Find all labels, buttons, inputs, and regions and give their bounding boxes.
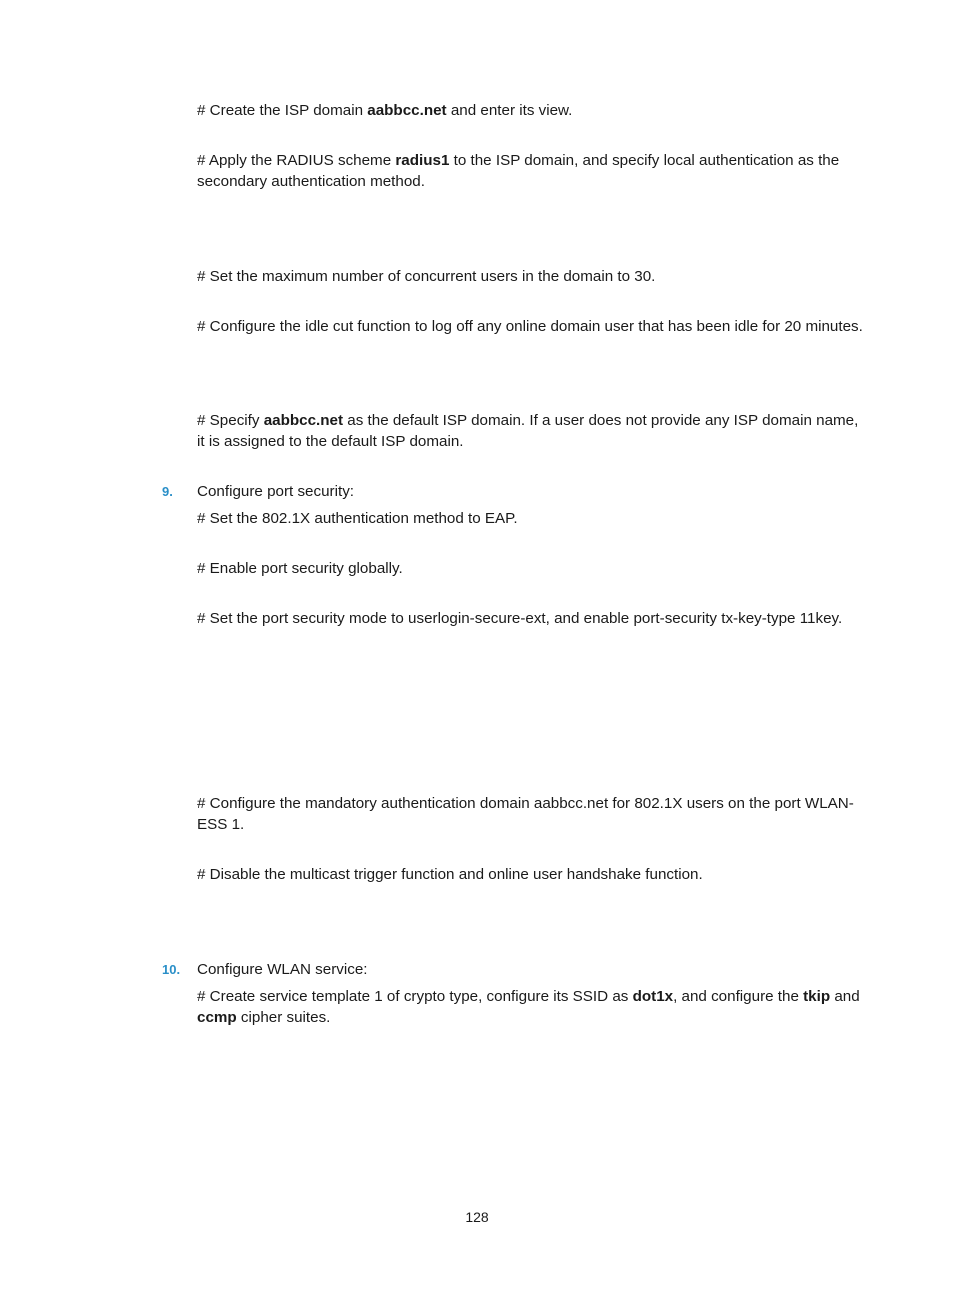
service-template-text (197, 986, 867, 1028)
enable-port-security-text: # Enable port security globally. (197, 560, 403, 577)
step-number-10: 10. (162, 962, 181, 977)
step-10-label: Configure WLAN service: (197, 961, 368, 978)
mandatory-domain-text: # Configure the mandatory authentication domain aabbcc.net for 802.1X users on the port WLAN-ESS 1. (197, 795, 854, 833)
cipher-tkip: tkip (803, 988, 831, 1005)
text-run: and enter its view. (446, 102, 573, 119)
disable-multicast-text: # Disable the multicast trigger function and online user handshake function. (197, 866, 703, 883)
ssid-name: dot1x (632, 988, 674, 1005)
text-run: # Create service template 1 of crypto type, configure its SSID as (197, 988, 633, 1005)
text-run: , and configure the (673, 988, 804, 1005)
text-run: # Create the ISP domain (197, 102, 368, 119)
domain-name: aabbcc.net (367, 102, 447, 119)
domain-name: aabbcc.net (263, 412, 344, 429)
step-number-9: 9. (162, 484, 173, 499)
idle-cut-text: # Configure the idle cut function to log off any online domain user that has been idle for 20 minutes. (197, 318, 863, 335)
text-run: as the default ISP domain. If a user does not provide any ISP domain name, it is assigned to the default ISP domain. (197, 412, 859, 450)
default-isp-domain-text (197, 410, 867, 452)
max-users-text: # Set the maximum number of concurrent users in the domain to 30. (197, 268, 656, 285)
step-9-label: Configure port security: (197, 483, 355, 500)
text-run: and (830, 988, 860, 1005)
text-run: # Apply the RADIUS scheme (197, 152, 396, 169)
create-isp-domain-text (197, 100, 867, 121)
apply-radius-scheme-text (197, 150, 867, 192)
cipher-ccmp: ccmp (197, 1009, 237, 1026)
text-run: to the ISP domain, and specify local authentication as the secondary authentication method. (197, 152, 840, 190)
port-security-mode-text: # Set the port security mode to userlogin-secure-ext, and enable port-security tx-key-type 11key. (197, 610, 843, 627)
page-number: 128 (465, 1209, 489, 1225)
text-run: # Specify (197, 412, 264, 429)
eap-method-text: # Set the 802.1X authentication method to EAP. (197, 510, 518, 527)
text-run: cipher suites. (236, 1009, 331, 1026)
scheme-name: radius1 (395, 152, 450, 169)
